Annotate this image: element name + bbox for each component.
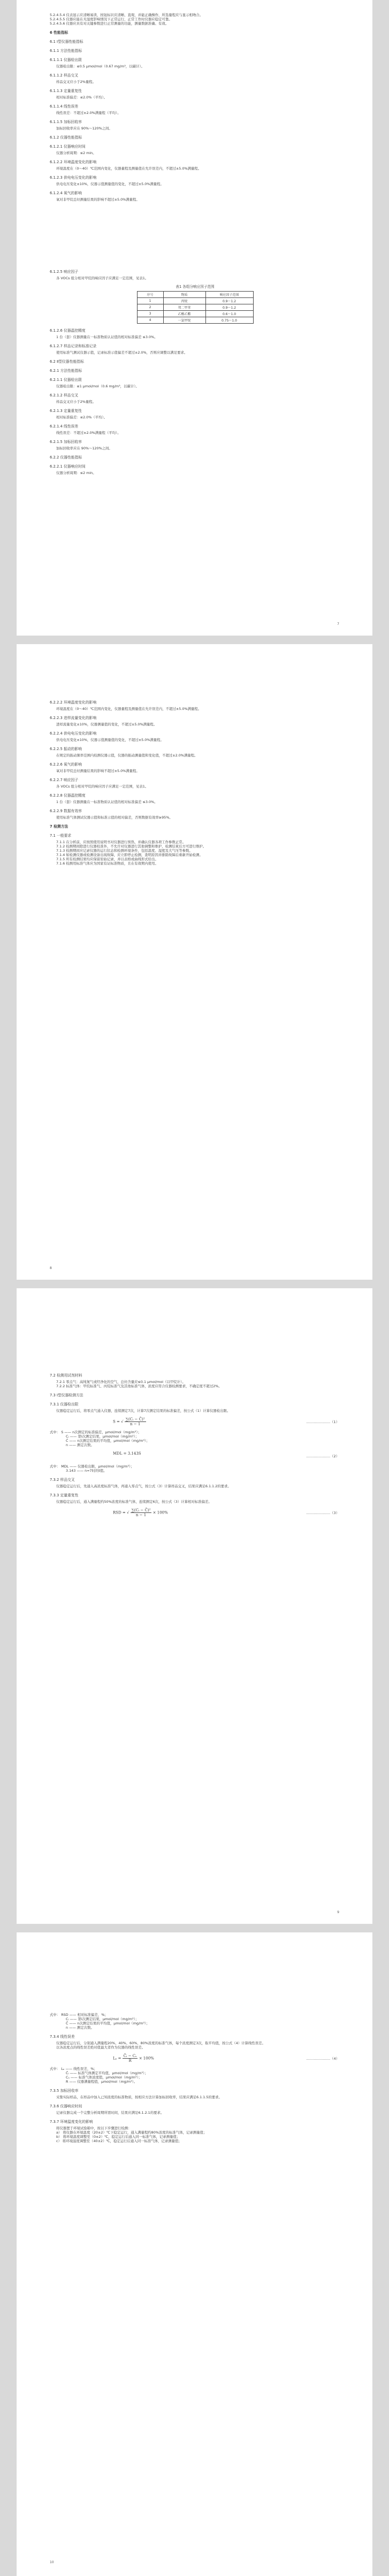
body-line: 7.1.5 所有检测结果均应保留原始记录，并以表格或曲线形式给出。 xyxy=(56,857,158,861)
formula-tail: × 100% xyxy=(139,2056,154,2061)
subsection-heading: 6.2.1.1 仪器检出限 xyxy=(50,378,82,382)
subsection-heading: 6.2.1.5 加标回收率 xyxy=(50,440,82,444)
section-heading: 7.2 检测用试剂材料 xyxy=(50,1373,82,1378)
body-line: 5.2.4.5.5 仪器应能在无湿度影响情况下正常运行，正常工作时仪器应稳定可靠。 xyxy=(50,17,172,21)
subsection-heading: 6.1.1.4 线性误差 xyxy=(50,104,79,109)
variable-line: C̄ —— n次测定结果的平均值，μmol/mol（mg/m³）； xyxy=(66,2021,150,2025)
variable-line: 3.143 —— n=7时的t值。 xyxy=(66,1469,107,1473)
formula-number: …………………（3） xyxy=(306,1511,339,1515)
page-number: 10 xyxy=(50,2560,54,2564)
table-header-cell: 响应因子范围 xyxy=(205,292,253,298)
table-row xyxy=(137,311,253,317)
body-line: 7.2.1 零点气：高纯氮气或经净化的空气，总烃含量应≤0.1 μmol/mol（以甲烷计）。 xyxy=(56,1380,186,1384)
variable-line: C̄ —— n次测定结果的平均值，μmol/mol（mg/m³）； xyxy=(66,1439,150,1443)
formula-lhs: RSD = xyxy=(113,1510,126,1515)
formula-lhs: Lₑ = xyxy=(113,2056,121,2061)
formula-numerator: ∑(Cᵢ − C̄)² xyxy=(125,1417,145,1421)
subsection-heading: 6.2.2.7 响应因子 xyxy=(50,778,79,782)
body-line: 环境温度在（0～40）℃范围内变化，仪器量程及测量值在允许误差内，不超过±5.0%满量程。 xyxy=(56,707,202,711)
sqrt-icon: √ xyxy=(127,1510,129,1515)
formula-denominator: n − 1 xyxy=(130,1422,141,1426)
variable-line: 式中： MDL —— 仪器检出限，μmol/mol（mg/m³）； xyxy=(50,1464,134,1469)
subsection-heading: 6.2.2.6 氧气的影响 xyxy=(50,762,82,767)
body-line: 7.1.1 在分析前，应按照使用说明书对仪器进行预热，并确认仪器各项工作参数正常。 xyxy=(56,840,186,844)
subsection-heading: 6.2.2.9 数据有效率 xyxy=(50,809,82,813)
sqrt-icon: √ xyxy=(121,1419,124,1424)
page-number: 8 xyxy=(50,1266,52,1270)
formula-fraction xyxy=(131,1508,152,1517)
body-line: 使用标准气测试仪器示值，记录标准示值偏差不超过±2.0%，否则应调整以满足要求。 xyxy=(56,350,188,355)
table-row xyxy=(137,298,253,304)
table-cell: 丙烷 xyxy=(163,298,205,304)
table-cell: 一氯甲烷 xyxy=(163,317,205,324)
subsection-heading: 6.2.2.1 仪器响应时间 xyxy=(50,464,86,469)
body-line: 仪器稳定运行后，先通入高浓度标准气体，再通入零点气，按公式（3）计算样品交叉，结果应满足6.1.1.2的要求。 xyxy=(56,1484,231,1488)
table-cell: 0.6～1.0 xyxy=(205,311,253,317)
subsection-heading: 7.3.3 定量重复性 xyxy=(50,1493,79,1497)
subsection-heading: 6.2.2.5 振动的影响 xyxy=(50,747,82,751)
body-line: 7.2.2 标准气体：甲烷标准气、丙烷标准气及其他标准气体，浓度应符合仪器检测要求，不确定度不超过2%。 xyxy=(56,1384,222,1388)
formula-lhs: S = xyxy=(113,1419,120,1424)
subsection-heading: 6.1.2.1 仪器响应时间 xyxy=(50,144,86,149)
variable-line: Cᵢ —— 第i次测定结果，μmol/mol（mg/m³）； xyxy=(66,1434,139,1439)
subsection-heading: 6.2.2.3 进样流量变化的影响 xyxy=(50,716,97,720)
formula-number: …………………（1） xyxy=(306,1420,339,1424)
table-cell: 乙酸乙酯 xyxy=(163,311,205,317)
body-line: 相对标准偏差：≤2.0%（平均）。 xyxy=(56,95,108,100)
variable-line: 式中： RSD —— 相对标准偏差，%； xyxy=(50,2013,108,2017)
body-line: 7.1.6 检测用标准气体应为国家有证标准物质，且在有效期内使用。 xyxy=(56,861,158,866)
subsection-heading: 6.1.2.2 环境温度变化的影响 xyxy=(50,160,97,164)
body-line: 供电电压变化±10%，仪器示值测量值的变化，不超过±5.0%满量程。 xyxy=(56,738,164,742)
subsection-heading: 6.1.1.5 加标回收率 xyxy=(50,120,82,124)
table-row xyxy=(137,304,253,311)
body-line: 1 台（套）仪器测量在一标准物质认证值的相对标准偏差 ≤3.0%。 xyxy=(56,335,158,339)
subsection-heading: 6.1.1.1 仪器检出限 xyxy=(50,58,82,62)
variable-line: 式中： S —— n次测定的标准偏差，μmol/mol（mg/m³）； xyxy=(50,1430,141,1434)
body-line: 仪器检出限：≤1 μmol/mol（0.6 mg/m³，以碳计）。 xyxy=(56,384,139,388)
formula-fraction xyxy=(125,1417,146,1426)
variable-line: R —— 仪器满量程值，μmol/mol（mg/m³）。 xyxy=(66,2080,138,2084)
section-heading: 6.2.2 仪器性能指标 xyxy=(50,455,82,460)
subsection-heading: 6.2.1.2 样品交叉 xyxy=(50,393,79,398)
list-item: b） 将环境温度调整至（0±2）℃，稳定运行后通入同一标准气体，记录测量值； xyxy=(56,2135,180,2139)
body-line: 相对标准偏差：≤2.0%（平均）。 xyxy=(56,415,108,419)
body-line: 加标回收率应在 90%～120%之间。 xyxy=(56,446,112,450)
page-number: 7 xyxy=(337,622,339,626)
body-line: 供电电压变化±10%，仪器示值测量值的变化，不超过±5.0%满量程。 xyxy=(56,182,164,186)
body-line: 仪器分析周期：≤2 min。 xyxy=(56,471,96,475)
section-heading: 6.2 Ⅱ型仪器性能指标 xyxy=(50,360,84,364)
table-cell: 2 xyxy=(137,304,163,311)
body-line: 5.2.4.5.6 仪器应具有对关键参数进行正常测量的功能，测量数据准确、有效。 xyxy=(50,21,169,26)
body-line: 采集实际样品，在样品中加入已知浓度的标准物质，按相应方法计算加标回收率，结果应满足6.1.1.5的要求。 xyxy=(56,2095,222,2099)
table-cell: 3 xyxy=(137,311,163,317)
body-line: 氧对非甲烷总烃测量结果的影响不超过±5.0%满量程。 xyxy=(56,197,140,202)
body-line: 线性误差：不超过±2.0%满量程（平均）。 xyxy=(56,111,121,115)
formula-expression xyxy=(113,1417,146,1426)
body-line: 线性误差：不超过±2.0%满量程（平均）。 xyxy=(56,431,121,435)
body-line: 7.1.4 如检测仪器或检测设备出现故障，应立即停止检测，查明原因并排除故障后重新开始检测。 xyxy=(56,853,203,857)
body-line: 氧对非甲烷总烃测量结果的影响不超过±5.0%满量程。 xyxy=(56,769,140,773)
table-cell: 1 xyxy=(137,298,163,304)
formula-tail: × 100% xyxy=(152,1510,168,1515)
variable-line: C̄ᵢ —— 标准气体测定平均值，μmol/mol（mg/m³）； xyxy=(66,2071,148,2075)
body-line: 各 VOCs 组分相对甲烷的响应因子应满足一定范围，见表1。 xyxy=(56,276,149,280)
subsection-heading: 6.2.2.8 仪器温控精度 xyxy=(50,793,86,798)
body-line: 环境温度在（0～40）℃范围内变化，仪器量程及测量值在允许误差内，不超过±5.0%满量程。 xyxy=(56,166,202,171)
section-heading: 6.1.2 仪器性能指标 xyxy=(50,135,82,140)
body-line: 1 台（套）仪器测量在一标准物质认证值的相对标准偏差 ≤3.0%。 xyxy=(56,800,158,804)
body-line: 使用标准气体测试仪器示值和标准示值的相对偏差，否则数据有效率≥95%。 xyxy=(56,815,173,820)
variable-line: n —— 测定次数。 xyxy=(66,1443,94,1447)
formula-expression xyxy=(113,2054,154,2063)
formula-numerator: ∑(Cᵢ − C̄)² xyxy=(131,1508,151,1512)
variable-line: n —— 测定次数。 xyxy=(66,2025,94,2030)
section-heading: 6.2.1 方法性能指标 xyxy=(50,369,82,373)
section-heading: 6.1 Ⅰ型仪器性能指标 xyxy=(50,40,83,44)
formula-expression: MDL = 3.143S xyxy=(113,1451,141,1456)
response-factor-table xyxy=(137,291,254,324)
body-line: 7.1.2 检测期间除进行仪器校准外，不允许对仪器进行其他调整和维护，检测结束后方可进行维护。 xyxy=(56,844,207,849)
table-cell: 4 xyxy=(137,317,163,324)
document-page-1 xyxy=(17,0,372,636)
formula-number: …………………（2） xyxy=(306,1454,339,1458)
subsection-heading: 7.3.1 仪器检出限 xyxy=(50,1402,79,1407)
section-heading: 7 检测方法 xyxy=(50,824,68,829)
subsection-heading: 6.1.1.3 定量重复性 xyxy=(50,89,82,93)
body-line: 在规定的振动频率范围内检测仪器示值，仪器的振动测量值和变化值，不超过±2.0%满量程。 xyxy=(56,753,198,758)
body-line: 各 VOCs 组分相对甲烷的响应因子应满足一定范围，见表1。 xyxy=(56,784,149,789)
body-line: 7.1.3 检测期间应记录仪器的运行状态和检测环境条件，包括温度、湿度及大气压等参数。 xyxy=(56,849,193,853)
section-heading: 6 性能指标 xyxy=(50,30,68,35)
variable-line: Cᵢ —— 第i次测定结果，μmol/mol（mg/m³）； xyxy=(66,2017,139,2021)
formula-number: …………………（4） xyxy=(306,2057,339,2061)
table-header-row xyxy=(137,292,253,298)
section-heading: 6.1.1 方法性能指标 xyxy=(50,49,82,53)
page-whitespace xyxy=(50,202,340,265)
subsection-heading: 7.3.7 环境温度变化的影响 xyxy=(50,2120,93,2124)
body-line: 仪器稳定运行后，将零点气通入仪器，连续测定7次，计算7次测定结果的标准偏差，按公式（1）计算仪器检出限。 xyxy=(56,1409,231,1413)
subsection-heading: 6.2.1.4 线性误差 xyxy=(50,424,79,429)
formula-2 xyxy=(50,1449,340,1462)
table-row xyxy=(137,317,253,324)
section-heading: 7.3 Ⅰ型仪器检测方法 xyxy=(50,1393,83,1397)
subsection-heading: 7.3.5 加标回收率 xyxy=(50,2089,79,2093)
subsection-heading: 6.1.2.4 氧气的影响 xyxy=(50,191,82,195)
document-page-3 xyxy=(17,1288,372,1924)
subsection-heading: 7.3.4 线性误差 xyxy=(50,2035,75,2039)
subsection-heading: 7.3.6 仪器响应时间 xyxy=(50,2104,82,2108)
table-header-cell: 物质 xyxy=(163,292,205,298)
subsection-heading: 6.2.1.3 定量重复性 xyxy=(50,409,82,413)
list-item: c） 将环境温度调整至（40±2）℃，稳定运行后通入同一标准气体，记录测量值； xyxy=(56,2139,182,2143)
formula-numerator: C̄ᵢ − Cₛ xyxy=(123,2054,137,2058)
body-line: 以各浓度点的线性误差绝对值最大者作为仪器的线性误差。 xyxy=(56,2045,146,2050)
table-cell: 邻二甲苯 xyxy=(163,304,205,311)
formula-expression xyxy=(113,1508,168,1517)
formula-1 xyxy=(50,1415,340,1428)
body-line: 仪器分析周期：≤2 min。 xyxy=(56,151,96,155)
document-page-2 xyxy=(17,644,372,1280)
formula-3 xyxy=(50,1506,340,1519)
table-caption: 表1 各组分响应因子范围 xyxy=(176,285,215,289)
page-number: 9 xyxy=(337,1910,339,1914)
formula-denominator: R xyxy=(128,2059,132,2063)
table-header-cell: 序号 xyxy=(137,292,163,298)
subsection-heading: 6.2.2.2 环境温度变化的影响 xyxy=(50,700,97,705)
subsection-heading: 6.1.1.2 样品交叉 xyxy=(50,73,79,78)
subsection-heading: 6.1.2.7 样品记录和标准记录 xyxy=(50,344,97,348)
subsection-heading: 6.1.2.3 供电电压变化的影响 xyxy=(50,175,97,180)
formula-fraction xyxy=(123,2054,138,2063)
subsection-heading: 6.2.2.4 供电电压变化的影响 xyxy=(50,731,97,736)
body-line: 仪器检出限：≤0.5 μmol/mol（0.67 mg/m³，以碳计）。 xyxy=(56,64,144,68)
body-line: 5.2.4.5.4 仪表显示应清晰易读，按钮标识应清晰、直观，并能正确操作，所选量程应与显示相吻合。 xyxy=(50,13,203,17)
table-cell: 0.9～1.2 xyxy=(205,304,253,311)
list-item: a） 将仪器在环境温度（20±2）℃下稳定运行，通入满量程约80%浓度的标准气体，记录测量值； xyxy=(56,2130,207,2135)
body-line: 进样流量变化±10%，仪器测量值的变化，不超过±5.0%满量程。 xyxy=(56,722,157,727)
variable-line: 式中： Lₑ —— 线性误差，%； xyxy=(50,2067,97,2071)
body-line: 样品交叉应小于2%量程。 xyxy=(56,400,96,404)
subsection-heading: 7.3.2 样品交叉 xyxy=(50,1478,75,1482)
body-line: 样品交叉应小于2%量程。 xyxy=(56,80,96,84)
subsection-heading: 6.1.2.5 响应因子 xyxy=(50,270,79,274)
variable-line: Cₛ —— 标准气体浓度值，μmol/mol（mg/m³）； xyxy=(66,2075,142,2080)
section-heading: 7.1 一般要求 xyxy=(50,834,72,838)
table-cell: 0.9～1.2 xyxy=(205,298,253,304)
body-line: 仪器稳定运行后，通入满量程约50%浓度的标准气体，连续测定6次，按公式（3）计算相对标准偏差。 xyxy=(56,1500,212,1504)
formula-denominator: n − 1 xyxy=(135,1513,147,1517)
table-cell: 0.75～1.0 xyxy=(205,317,253,324)
formula-4 xyxy=(50,2052,340,2065)
body-line: 将仪器置于环境试验箱中，按以下步骤进行检测： xyxy=(56,2126,132,2130)
subsection-heading: 6.1.2.6 仪器温控精度 xyxy=(50,328,86,333)
document-page-4 xyxy=(17,1932,372,2576)
body-line: 加标回收率应在 90%～120%之间。 xyxy=(56,126,112,131)
body-line: 仪器稳定运行后，分别通入满量程20%、40%、60%、80%浓度的标准气体，每个浓度测定3次，取平均值，按公式（4）计算线性误差。 xyxy=(56,2041,265,2045)
body-line: 记录仪器完成一个完整分析周期所需时间，结果应满足6.1.2.1的要求。 xyxy=(56,2111,164,2115)
